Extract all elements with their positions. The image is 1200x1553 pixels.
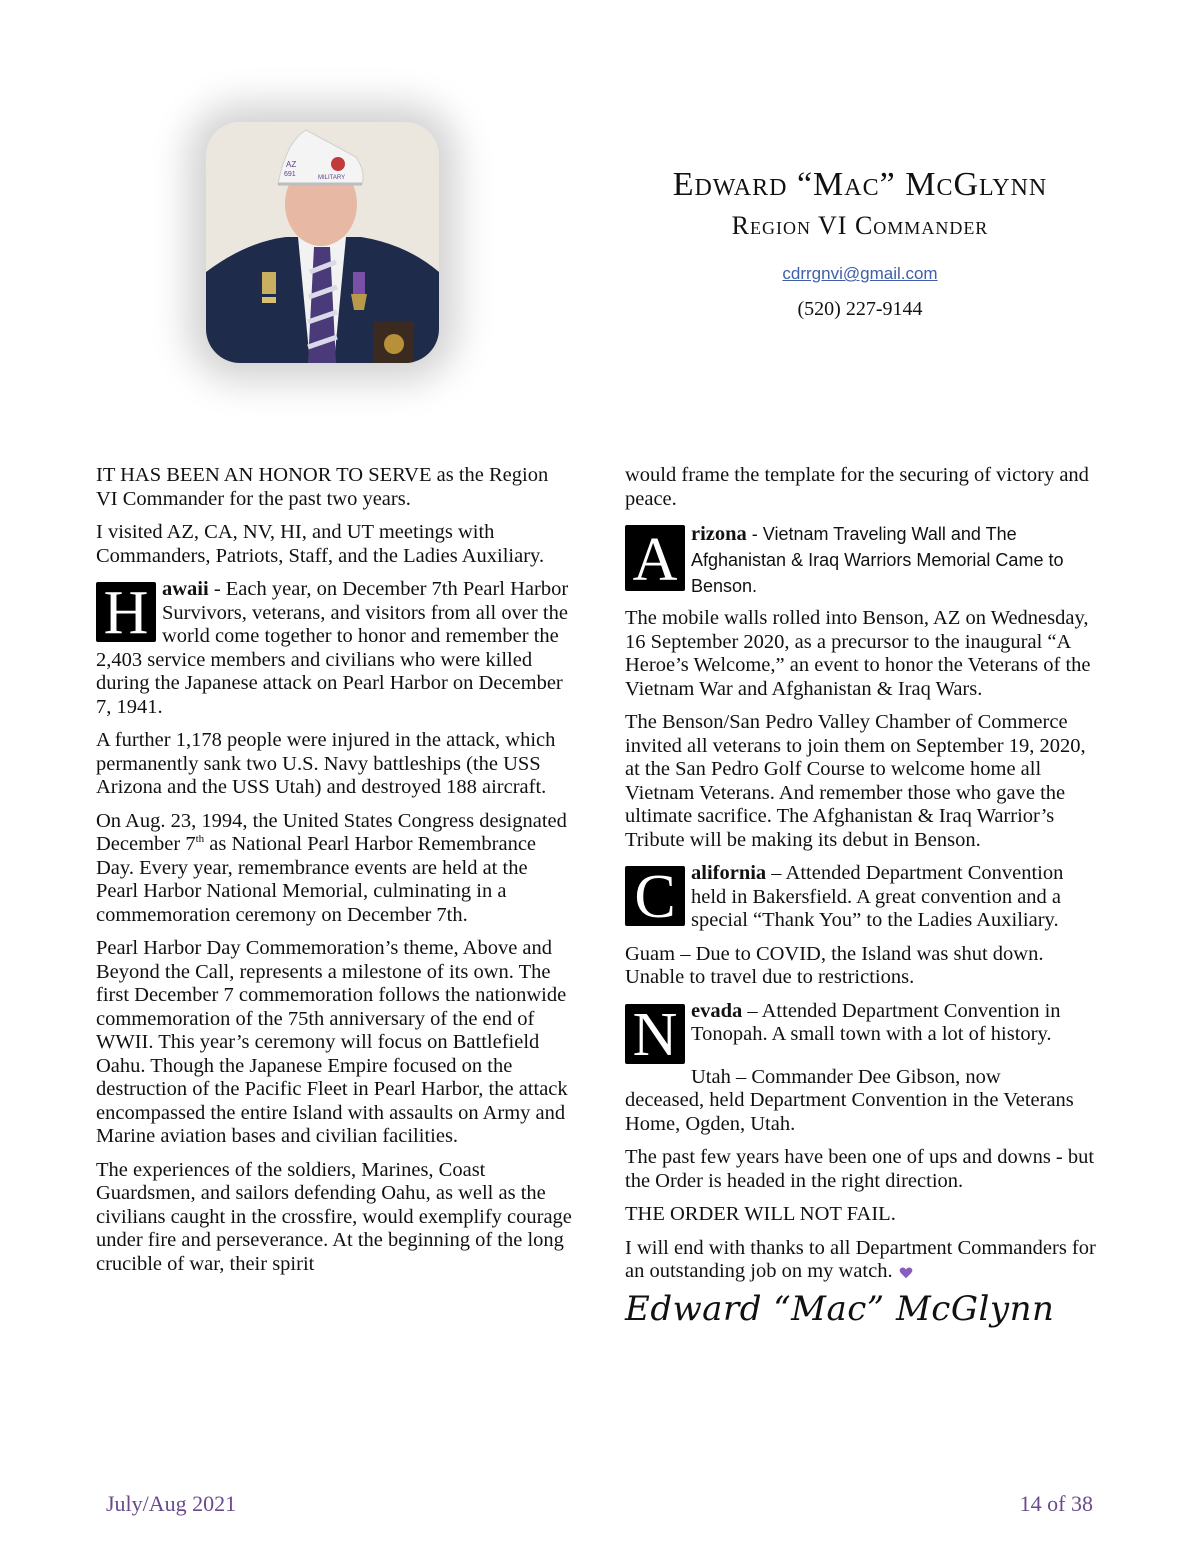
lead-word: alifornia — [691, 862, 767, 884]
paragraph-text: Utah – Commander Dee Gibson, now — [691, 1065, 1001, 1088]
thanks-paragraph — [625, 1237, 1103, 1284]
heart-icon — [899, 1266, 913, 1280]
phone-number: (520) 227-9144 — [797, 298, 923, 320]
hawaii-paragraph — [96, 578, 574, 719]
paragraph: A further 1,178 people were injured in the attack, which permanently sank two U.S. Navy battleships (the USS Arizona and the USS Utah) and destroyed 188 aircraft. — [96, 729, 556, 798]
arizona-paragraph — [625, 521, 1103, 599]
superscript: th — [195, 833, 205, 846]
paragraph: Pearl Harbor Day Commemoration’s theme, Above and Beyond the Call, represents a milestone of its own. The first December 7 commemoration follows the nationwide commemoration of the 75th anniversary of the end of WWII. This year’s ceremony will focus on Battlefield Oahu. Though the Japanese Empire focused on the destruction of the Pacific Fleet in Pearl Harbor, the attack encompassed the entire Island with assaults on Army and Marine aviation bases and civilian facilities. — [96, 937, 568, 1147]
email-link[interactable]: cdrrgnvi@gmail.com — [782, 264, 938, 283]
paragraph: THE ORDER WILL NOT FAIL. — [625, 1203, 896, 1225]
right-column — [625, 464, 1103, 1329]
paragraph-text: – Attended Department Convention in Tonopah. A small town with a lot of history. — [691, 999, 1061, 1045]
drop-cap: N — [625, 1004, 685, 1064]
portrait-photo — [206, 122, 439, 363]
paragraph: IT HAS BEEN AN HONOR TO SERVE as the Region VI Commander for the past two years. — [96, 464, 549, 510]
utah-paragraph — [625, 1066, 1103, 1137]
svg-text:AZ: AZ — [286, 160, 297, 169]
paragraph-text: On Aug. 23, 1994, the United States Congress designated December 7 — [96, 809, 567, 855]
paragraph: The experiences of the soldiers, Marines, Coast Guardsmen, and sailors defending Oahu, as well as the civilians caught in the crossfire, would exemplify courage under fire and perseverance. At the beginning of the long crucible of war, their spirit — [96, 1158, 572, 1275]
author-role: Region VI Commander — [731, 211, 989, 240]
lead-word: awaii — [162, 578, 209, 600]
lead-word: evada — [691, 999, 743, 1022]
california-paragraph — [625, 862, 1103, 933]
paragraph: The mobile walls rolled into Benson, AZ on Wednesday, 16 September 2020, as a precursor to the inaugural “A Heroe’s Welcome,” an event to honor the Veterans of the Vietnam War and Afghanistan & Iraq Wars. — [625, 607, 1091, 700]
remembrance-paragraph — [96, 810, 574, 928]
paragraph: would frame the template for the securing of victory and peace. — [625, 464, 1089, 510]
paragraph-text: deceased, held Department Convention in the Veterans Home, Ogden, Utah. — [625, 1089, 1074, 1135]
lead-word: rizona — [691, 523, 747, 545]
paragraph-text: as National Pearl Harbor Remembrance Day. Every year, remembrance events are held at the Pearl Harbor National Memorial, culminating in a commemoration ceremony on December 7th. — [96, 833, 537, 926]
signature: Edward “Mac” McGlynn — [625, 1288, 1055, 1329]
paragraph: Guam – Due to COVID, the Island was shut down. Unable to travel due to restrictions. — [625, 942, 1044, 988]
footer-page-number: 14 of 38 — [1019, 1491, 1093, 1516]
paragraph: The Benson/San Pedro Valley Chamber of Commerce invited all veterans to join them on September 19, 2020, at the San Pedro Golf Course to welcome home all Vietnam Veterans. And remember those who gave the ultimate sacrifice. The Afghanistan & Iraq Warrior’s Tribute will be making its debut in Benson. — [625, 711, 1086, 851]
paragraph-text: I will end with thanks to all Department Commanders for an outstanding job on my watch. — [625, 1236, 1096, 1282]
author-name: Edward “Mac” McGlynn — [672, 166, 1048, 203]
drop-cap: A — [625, 525, 685, 591]
drop-cap: H — [96, 582, 156, 642]
paragraph: I visited AZ, CA, NV, HI, and UT meetings with Commanders, Patriots, Staff, and the Ladies Auxiliary. — [96, 521, 545, 567]
svg-text:MILITARY: MILITARY — [318, 175, 346, 181]
paragraph-text: - Each year, on December 7th Pearl Harbor Survivors, veterans, and visitors from all over the world come together to honor and remember the 2,403 service members and civilians who were killed during the Japanese attack on Pearl Harbor on December 7, 1941. — [96, 578, 569, 718]
paragraph-text: - Vietnam Traveling Wall and The Afghanistan & Iraq Warriors Memorial Came to Benson. — [691, 524, 1064, 596]
footer-issue: July/Aug 2021 — [106, 1491, 237, 1516]
nevada-paragraph — [625, 999, 1103, 1069]
paragraph: The past few years have been one of ups and downs - but the Order is headed in the right direction. — [625, 1146, 1095, 1192]
svg-text:691: 691 — [284, 171, 296, 178]
left-column — [96, 464, 574, 1286]
header — [600, 160, 1120, 321]
drop-cap: C — [625, 866, 685, 926]
paragraph-text: – Attended Department Convention held in Bakersfield. A great convention and a special “Thank You” to the Ladies Auxiliary. — [691, 862, 1064, 931]
